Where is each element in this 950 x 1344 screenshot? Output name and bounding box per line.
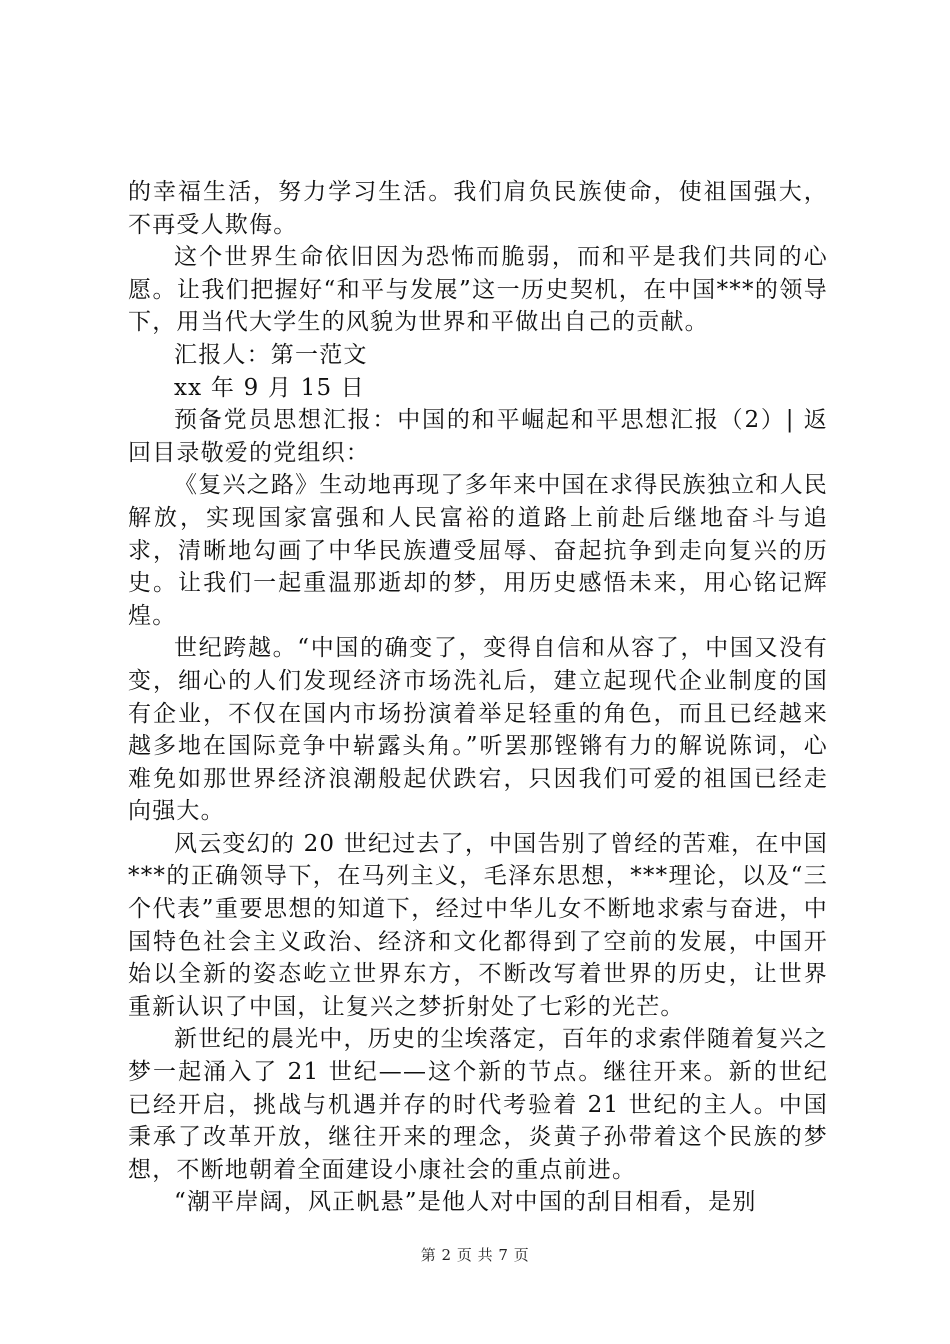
paragraph-new-century: 新世纪的晨光中，历史的尘埃落定，百年的求索伴随着复兴之梦一起涌入了 21 世纪——这个新的节点。继往开来。新的世纪已经开启，挑战与机遇并存的时代考验着 21 世纪的主人。中国秉承了改革开放，继往开来的理念，炎黄子孙带着这个民族的梦想，不断地朝着全面建设小康社会的重点前进。 [128, 1026, 828, 1183]
paragraph-20th-century: 风云变幻的 20 世纪过去了，中国告别了曾经的苦难，在中国***的正确领导下，在马列主义，毛泽东思想，***理论，以及“三个代表”重要思想的知道下，经过中华儿女不断地求索与奋进，中国特色社会主义政治、经济和文化都得到了空前的发展，中国开始以全新的姿态屹立世界东方，不断改写着世界的历史，让世界重新认识了中国，让复兴之梦折射处了七彩的光芒。 [128, 830, 828, 1020]
page-number-footer: 第 2 页 共 7 页 [420, 1246, 530, 1264]
date-line: xx 年 9 月 15 日 [174, 374, 365, 401]
paragraph-chaoping: “潮平岸阔，风正帆悬”是他人对中国的刮目相看，是别 [174, 1189, 757, 1216]
section-title-line: 预备党员思想汇报：中国的和平崛起和平思想汇报（2）| 返回目录敬爱的党组织： [128, 407, 828, 466]
paragraph-century: 世纪跨越。“中国的确变了，变得自信和从容了，中国又没有变，细心的人们发现经济市场洗礼后，建立起现代企业制度的国有企业，不仅在国内市场扮演着举足轻重的角色，而且已经越来越多地在国际竞争中崭露头角。”听罢那铿锵有力的解说陈词，心难免如那世界经济浪潮般起伏跌宕，只因我们可爱的祖国已经走向强大。 [128, 635, 828, 825]
reporter-line: 汇报人：第一范文 [174, 341, 368, 368]
paragraph-continued: 的幸福生活，努力学习生活。我们肩负民族使命，使祖国强大，不再受人欺侮。 [128, 179, 828, 238]
paragraph-peace-wish: 这个世界生命依旧因为恐怖而脆弱，而和平是我们共同的心愿。让我们把握好“和平与发展”这一历史契机，在中国***的领导下，用当代大学生的风貌为世界和平做出自己的贡献。 [128, 244, 828, 336]
paragraph-fuxing: 《复兴之路》生动地再现了多年来中国在求得民族独立和人民解放，实现国家富强和人民富裕的道路上前赴后继地奋斗与追求，清晰地勾画了中华民族遭受屈辱、奋起抗争到走向复兴的历史。让我们一起重温那逝却的梦，用历史感悟未来，用心铭记辉煌。 [128, 472, 828, 629]
document-body [128, 176, 828, 1219]
